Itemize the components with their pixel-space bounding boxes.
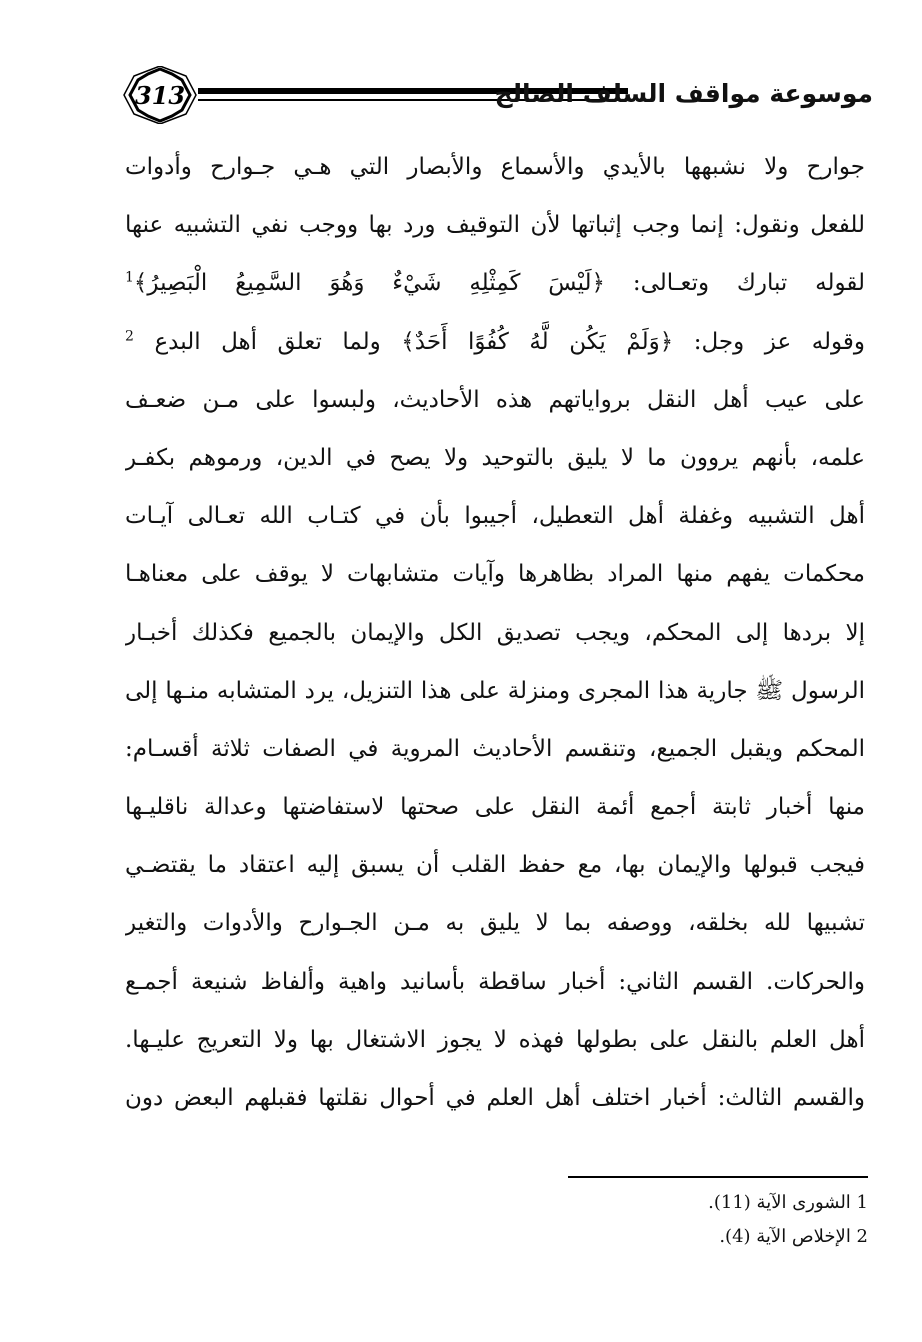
text-line: الرسول ﷺ جارية هذا المجرى ومنزلة على هذا التنزيل، يرد المتشابه منـها إلى [125,677,865,704]
text-line: والحركات. القسم الثاني: أخبار ساقطة بأسانيد واهية وألفاظ شنيعة أجمـع [125,968,865,995]
text-line: فيجب قبولها والإيمان بها، مع حفظ القلب أن يسبق إليه اعتقاد ما يقتضـي [125,852,865,879]
text-line-with-footnote [125,254,865,312]
main-text [125,138,865,1127]
text-line: منها أخبار ثابتة أجمع أئمة النقل على صحتها لاستفاضتها وعدالة ناقليـها [125,794,865,821]
footnote-reference: 2 [125,327,134,344]
text-line: جوارح ولا نشبهها بالأيدي والأسماع والأبصار التي هـي جـوارح وأدوات [125,154,865,180]
footnotes [568,1186,868,1254]
page-number: 313 [134,80,186,110]
text-line: للفعل ونقول: إنما وجب إثباتها لأن التوقيف ورد بها ووجب نفي التشبيه عنها [125,212,865,239]
text-line: المحكم ويقبل الجميع، وتنقسم الأحاديث المروية في الصفات ثلاثة أقسـام: [125,735,865,762]
text-line: على عيب أهل النقل برواياتهم هذه الأحاديث، ولبسوا على مـن ضعـف [125,386,865,413]
footnote: 1 الشورى الآية (11). [708,1192,868,1213]
footnote-separator [568,1176,868,1178]
footnote-reference: 1 [125,269,134,286]
text-line: أهل التشبيه وغفلة أهل التعطيل، أجيبوا بأن في كتـاب الله تعـالى آيـات [125,503,865,530]
text-line: تشبيها لله بخلقه، ووصفه بما لا يليق به مـن الجـوارح والأدوات والتغير [125,910,865,937]
text-line: علمه، بأنهم يروون ما لا يليق بالتوحيد ولا يصح في الدين، ورموهم بكفـر [125,444,865,471]
book-title: موسوعة مواقف السلف الصالح [494,79,873,108]
footnote: 2 الإخلاص الآية (4). [719,1226,868,1247]
text-line: والقسم الثالث: أخبار اختلف أهل العلم في أحوال نقلتها فقبلهم البعض دون [125,1085,865,1111]
text-line-with-footnote [125,313,865,371]
text-line: أهل العلم بالنقل على بطولها فهذه لا يجوز الاشتغال بها ولا التعريج عليـها. [125,1026,865,1053]
text-line: لقوله تبارك وتعـالى: ﴿لَيْسَ كَمِثْلِهِ شَيْءٌ وَهُوَ السَّمِيعُ الْبَصِيرُ﴾ [133,270,865,297]
page-number-badge [118,66,202,124]
text-line: إلا بردها إلى المحكم، ويجب تصديق الكل والإيمان بالجميع فكذلك أخبـار [125,619,865,646]
text-line: وقوله عز وجل: ﴿وَلَمْ يَكُن لَّهُ كُفُوًا أَحَدٌ﴾ ولما تعلق أهل البدع [154,328,865,355]
page-header [118,66,873,126]
text-line: محكمات يفهم منها المراد بظاهرها وآيات متشابهات لا يوقف على معناهـا [125,561,865,588]
